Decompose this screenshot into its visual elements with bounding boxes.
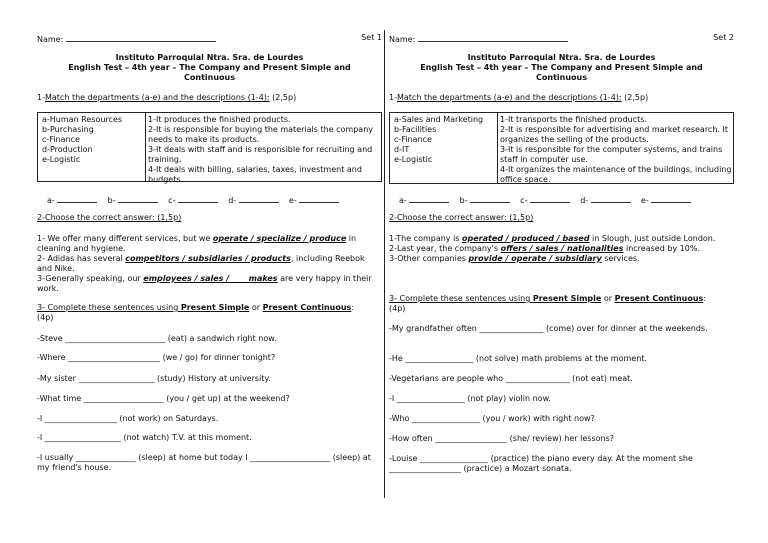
department-item: b-Purchasing: [42, 125, 94, 134]
q1-prefix: 1-: [37, 93, 45, 102]
sentence-item: -My grandfather often ________________ (come) over for dinner at the weekends.: [389, 324, 708, 333]
sentence-item: -Where _______________________ (we / go) for dinner tonight?: [37, 353, 276, 362]
department-item: a-Human Resources: [42, 115, 123, 124]
q1-label: Match the departments (a-e) and the descriptions (1-4):: [396, 93, 622, 102]
department-item: d-Production: [42, 145, 93, 154]
department-item: a-Sales and Marketing: [394, 115, 484, 124]
q2-post: in cleaning and hygiene.: [37, 234, 357, 253]
table-divider: [497, 113, 498, 183]
q1-points: (2,5p): [624, 93, 649, 102]
table-divider: [145, 113, 146, 181]
department-item: b-Facilities: [394, 125, 437, 134]
question2-items: [37, 234, 382, 294]
answer-letter: c-: [168, 196, 176, 205]
q2-post: are very happy in their work.: [37, 274, 372, 293]
answer-blank[interactable]: [57, 194, 97, 203]
test-title: English Test – 4th year – The Company and Present Simple and Continuous: [68, 63, 351, 82]
answer-blank[interactable]: [591, 194, 631, 203]
q2-options[interactable]: provide / operate / subsidiary: [468, 254, 602, 263]
test-title: English Test – 4th year – The Company and Present Simple and Continuous: [420, 63, 703, 82]
school-name: Instituto Parroquial Ntra. Sra. de Lourdes: [115, 53, 304, 62]
answer-row: [47, 194, 339, 206]
department-item: c-Finance: [394, 135, 432, 144]
description-item: 2-It is responsible for buying the materials the company needs to make its products.: [148, 125, 374, 144]
description-item: 2-It is responsible for advertising and market research. It organizes the selling of the products.: [500, 125, 728, 144]
question2-heading: 2-Choose the correct answer: (1,5p): [37, 213, 182, 222]
answer-letter: a-: [399, 196, 407, 205]
q3-present-simple: Present Simple: [532, 294, 602, 303]
sentence-item: -How often __________________ (she/ review) her lessons?: [389, 434, 614, 443]
question2-items: [389, 234, 734, 264]
answer-letter: b-: [459, 196, 468, 205]
q2-options[interactable]: offers / sales / nationalities: [500, 244, 624, 253]
answer-blank[interactable]: [239, 194, 279, 203]
q3-present-continuous: Present Continuous: [262, 303, 352, 312]
sentence-item: -My sister ___________________ (study) History at university.: [37, 374, 271, 383]
q3-present-simple: Present Simple: [180, 303, 250, 312]
question1-heading: [389, 93, 734, 103]
name-label: Name:: [389, 35, 416, 44]
q2-post: services.: [601, 254, 640, 263]
q2-post: increased by 10%.: [623, 244, 700, 253]
answer-blank[interactable]: [118, 194, 158, 203]
answer-letter: c-: [520, 196, 528, 205]
q2-options[interactable]: competitors / subsidiaries / products: [125, 254, 291, 263]
answer-letter: d-: [228, 196, 237, 205]
answer-blank[interactable]: [530, 194, 570, 203]
q2-pre: 2-Last year, the company's: [389, 244, 501, 253]
q3-or: or: [601, 294, 615, 303]
name-line: [389, 33, 568, 44]
description-item: 3-It is responsible for the computer systems, and trains staff in computer use.: [500, 145, 723, 164]
answer-blank[interactable]: [299, 194, 339, 203]
department-item: c-Finance: [42, 135, 80, 144]
q2-pre: 1-The company is: [389, 234, 463, 243]
column-divider: [384, 30, 385, 498]
q3-points: (4p): [389, 304, 406, 313]
answer-letter: e-: [640, 196, 649, 205]
description-item: 3-It deals with staff and is responsible for recruiting and training.: [148, 145, 373, 164]
answer-blank[interactable]: [651, 194, 691, 203]
answer-letter: e-: [288, 196, 297, 205]
matching-table: [37, 112, 382, 182]
q2-options[interactable]: operate / specialize / produce: [212, 234, 347, 243]
name-line: [37, 33, 216, 44]
descriptions-list: [500, 115, 732, 185]
q2-pre: 3-Generally speaking, our: [37, 274, 144, 283]
descriptions-list: [148, 115, 380, 185]
question3-heading: [389, 294, 734, 314]
q2-item: [389, 254, 734, 264]
set-label: Set 2: [713, 33, 734, 42]
matching-table: [389, 112, 734, 184]
name-blank: [418, 33, 568, 42]
q3-colon: :: [703, 294, 707, 303]
answer-blank[interactable]: [470, 194, 510, 203]
department-item: e-Logistic: [42, 155, 81, 164]
q2-item: [37, 254, 382, 274]
q2-item: [389, 234, 734, 244]
question1-heading: [37, 93, 382, 103]
sentence-item: -Louise _________________ (practice) the piano every day. At the moment she __________________ (practice) a Mozart sonata.: [389, 454, 693, 473]
question3-heading: [37, 303, 382, 323]
q2-item: [37, 234, 382, 254]
answer-letter: a-: [47, 196, 55, 205]
description-item: 4-It organizes the maintenance of the buildings, including office space.: [500, 165, 732, 184]
sentence-item: -Vegetarians are people who ________________ (not eat) meat.: [389, 374, 633, 383]
q3-points: (4p): [37, 313, 54, 322]
q2-pre: 3-Other companies: [389, 254, 469, 263]
sentence-item: -He _________________ (not solve) math problems at the moment.: [389, 354, 647, 363]
description-item: 1-It transports the finished products.: [500, 115, 647, 124]
sentence-item: -Who _________________ (you / work) with right now?: [389, 414, 595, 423]
q2-pre: 2- Adidas has several: [37, 254, 126, 263]
answer-letter: d-: [580, 196, 589, 205]
name-blank: [66, 33, 216, 42]
q2-options[interactable]: operated / produced / based: [462, 234, 590, 243]
school-name: Instituto Parroquial Ntra. Sra. de Lourdes: [467, 53, 656, 62]
departments-list: [394, 115, 494, 165]
sentence-item: -Steve _________________________ (eat) a sandwich right now.: [37, 334, 277, 343]
q3-or: or: [249, 303, 263, 312]
sentence-item: -I __________________ (not work) on Saturdays.: [37, 414, 219, 423]
sentence-item: -I ___________________ (not watch) T.V. at this moment.: [37, 433, 252, 442]
sentence-item: -What time ____________________ (you / get up) at the weekend?: [37, 394, 290, 403]
department-item: e-Logistic: [394, 155, 433, 164]
sentence-item: -I _________________ (not play) violin now.: [389, 394, 551, 403]
q2-options[interactable]: employees / sales / makes: [143, 274, 278, 283]
name-label: Name:: [37, 35, 64, 44]
answer-blank[interactable]: [178, 194, 218, 203]
q3-prefix: 3- Complete these sentences using: [389, 294, 533, 303]
answer-row: [399, 194, 691, 206]
description-item: 4-It deals with billing, salaries, taxes, investment and budgets.: [148, 165, 362, 184]
q2-post: , including Reebok and Nike.: [37, 254, 365, 273]
q1-label: Match the departments (a-e) and the descriptions (1-4):: [44, 93, 270, 102]
q3-present-continuous: Present Continuous: [614, 294, 704, 303]
sentence-item: -I usually _______________ (sleep) at home but today I ____________________ (sleep) at my friend's house.: [37, 453, 371, 472]
departments-list: [42, 115, 142, 165]
q3-colon: :: [351, 303, 355, 312]
answer-letter: b-: [107, 196, 116, 205]
set-label: Set 1: [361, 33, 382, 42]
q2-item: [389, 244, 734, 254]
q1-points: (2,5p): [272, 93, 297, 102]
description-item: 1-It produces the finished products.: [148, 115, 291, 124]
q1-prefix: 1-: [389, 93, 397, 102]
q2-item: [37, 274, 382, 294]
q2-post: in Slough, just outside London.: [589, 234, 716, 243]
department-item: d-IT: [394, 145, 410, 154]
answer-blank[interactable]: [409, 194, 449, 203]
q2-pre: 1- We offer many different services, but we: [37, 234, 213, 243]
question2-heading: 2-Choose the correct answer: (1,5p): [389, 213, 534, 222]
q3-prefix: 3- Complete these sentences using: [37, 303, 181, 312]
